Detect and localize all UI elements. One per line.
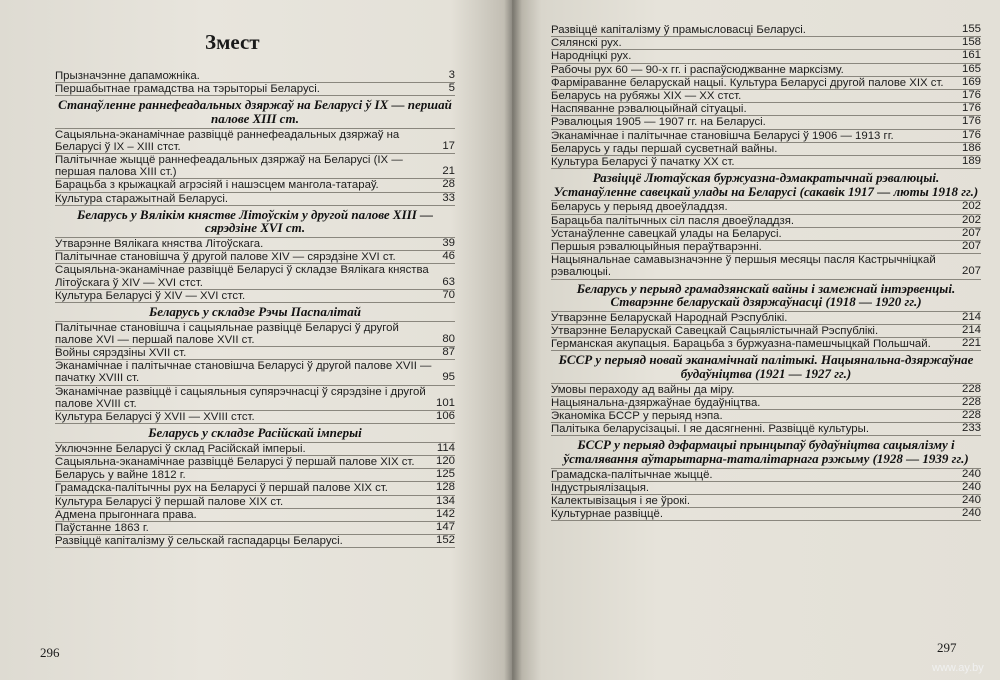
toc-entry-title: Развіццё капіталізму ў сельскай гаспадарцы Беларусі. — [55, 535, 343, 548]
toc-entry-title: Эканамічнае і палітычнае становішча Беларусі ў 1906 — 1913 гг. — [551, 129, 894, 142]
right-page — [512, 0, 1000, 680]
book-gutter — [504, 0, 522, 680]
toc-entry-title: Палітычнае становішча ў другой палове XIV — сярэдзіне XVI ст. — [55, 251, 396, 264]
right-page-number: 297 — [937, 640, 957, 655]
toc-entry — [55, 238, 455, 251]
toc-entry-page: 125 — [435, 468, 455, 481]
toc-entry — [55, 509, 455, 522]
toc-entry — [55, 443, 455, 456]
toc-entry — [551, 90, 981, 103]
toc-entry — [551, 508, 981, 521]
toc-entry-page: 158 — [961, 36, 981, 49]
toc-entry — [551, 50, 981, 63]
toc-entry — [55, 456, 455, 469]
toc-entry — [551, 384, 981, 397]
toc-entry-title: Нацыянальнае самавызначэнне ў першыя месяцы пасля Кастрычніцкай рэвалюцыі. — [551, 254, 936, 279]
toc-entry-page: 128 — [435, 481, 455, 494]
toc-entry-page: 228 — [961, 395, 981, 408]
toc-entry-title: Развіццё капіталізму ў прамысловасці Беларусі. — [551, 24, 806, 36]
toc-section-heading: Беларусь у складзе Рэчы Паспалітай — [55, 303, 455, 322]
toc-entry-title: Адмена прыгоннага права. — [55, 508, 197, 521]
toc-entry — [551, 338, 981, 351]
toc-entry-page: 147 — [435, 521, 455, 534]
left-toc-list — [55, 70, 455, 548]
toc-entry-page: 214 — [961, 310, 981, 323]
toc-entry-page: 101 — [435, 396, 455, 409]
toc-entry-page: 155 — [961, 23, 981, 35]
toc-entry-title: Барацьба палітычных сіл пасля двоеўладдзя. — [551, 214, 795, 227]
toc-entry — [551, 64, 981, 77]
toc-entry-title: Палітычнае становішча і сацыяльнае развіццё Беларусі ў другой палове XVI — першай палове XVII ст. — [55, 321, 399, 346]
toc-entry-title: Сялянскі рух. — [551, 37, 622, 50]
toc-entry-title: Культура старажытнай Беларусі. — [55, 192, 229, 205]
toc-entry-page: 240 — [961, 467, 981, 480]
toc-entry-title: Культура Беларусі ў XVII — XVIII стст. — [55, 411, 255, 424]
toc-entry-title: Уключэнне Беларусі ў склад Расійскай імперыі. — [55, 442, 306, 455]
toc-entry — [551, 116, 981, 129]
toc-entry-title: Умовы пераходу ад вайны да міру. — [551, 383, 735, 396]
toc-entry-page: 207 — [961, 240, 981, 253]
toc-entry — [551, 241, 981, 254]
toc-entry — [55, 522, 455, 535]
toc-entry-title: Першабытнае грамадства на тэрыторыі Беларусі. — [55, 83, 320, 96]
toc-entry-page: 161 — [961, 49, 981, 62]
toc-entry — [55, 535, 455, 548]
toc-entry — [551, 228, 981, 241]
toc-entry — [55, 482, 455, 495]
toc-entry — [551, 156, 981, 169]
toc-entry-page: 39 — [442, 237, 455, 249]
toc-section-heading: Беларусь у складзе Расійскай імперыі — [55, 424, 455, 443]
toc-entry-title: Калектывізацыя і яе ўрокі. — [551, 495, 691, 508]
toc-entry — [55, 193, 455, 206]
toc-entry-page: 165 — [961, 62, 981, 75]
toc-section-heading: Станаўленне раннефеадальных дзяржаў на Беларусі ў IX — першай палове XIII ст. — [55, 96, 455, 128]
toc-entry-title: Утварэнне Беларускай Народнай Рэспублікі. — [551, 311, 788, 324]
toc-entry — [55, 70, 455, 83]
toc-entry-page: 189 — [961, 155, 981, 168]
toc-entry-title: Прызначэнне дапаможніка. — [55, 70, 200, 82]
watermark: www.ay.by — [932, 662, 984, 674]
toc-entry — [55, 347, 455, 360]
toc-entry-title: Утварэнне Беларускай Савецкай Сацыялістычнай Рэспублікі. — [551, 325, 879, 338]
toc-entry-page: 106 — [435, 410, 455, 423]
toc-entry-title: Рабочы рух 60 — 90-х гг. і распаўсюджванне марксізму. — [551, 63, 844, 76]
toc-entry — [55, 154, 455, 179]
toc-entry-title: Рэвалюцыя 1905 — 1907 гг. на Беларусі. — [551, 116, 766, 129]
toc-entry — [551, 77, 981, 90]
toc-entry-title: Устанаўленне савецкай улады на Беларусі. — [551, 227, 782, 240]
toc-entry-title: Фарміраванне беларускай нацыі. Культура Беларусі другой палове XIX ст. — [551, 76, 944, 89]
left-page-number: 296 — [40, 645, 60, 660]
toc-entry-title: Наспяванне рэвалюцыйнай сітуацыі. — [551, 103, 747, 116]
toc-entry-page: 87 — [442, 346, 455, 359]
toc-entry-title: Эканоміка БССР у перыяд нэпа. — [551, 410, 723, 423]
toc-title: Змест — [205, 30, 260, 54]
toc-entry-page: 207 — [961, 265, 981, 278]
toc-entry-page: 240 — [961, 507, 981, 520]
toc-entry-page: 70 — [442, 288, 455, 301]
toc-entry-title: Сацыяльна-эканамічнае развіццё Беларусі ў складзе Вялікага княства Літоўскага ў XIV — XVI стст. — [55, 264, 429, 289]
toc-entry-page: 240 — [961, 480, 981, 493]
toc-entry-page: 176 — [961, 102, 981, 115]
toc-entry-title: Сацыяльна-эканамічнае развіццё раннефеадальных дзяржаў на Беларусі ў IX – XIII стст. — [55, 128, 400, 153]
toc-entry — [551, 37, 981, 50]
toc-entry-title: Эканамічнае і палітычнае становішча Беларусі ў другой палове XVII — пачатку XVIII ст. — [55, 360, 432, 385]
toc-entry-page: 176 — [961, 128, 981, 141]
toc-entry-page: 240 — [961, 494, 981, 507]
toc-entry-title: Утварэнне Вялікага княства Літоўскага. — [55, 238, 264, 250]
toc-entry-page: 3 — [448, 69, 455, 81]
toc-entry-page: 17 — [442, 139, 455, 152]
toc-entry-title: Беларусь у гады першай сусветнай вайны. — [551, 142, 778, 155]
toc-entry — [55, 264, 455, 289]
toc-section-heading: БССР у перыяд новай эканамічнай палітыкі. Нацыянальна-дзяржаўнае будаўніцтва (1921 — 1927 гг.) — [551, 351, 981, 383]
toc-section-heading: Беларусь у Вялікім княстве Літоўскім у другой палове XIII — сярэдзіне XVI ст. — [55, 206, 455, 238]
toc-entry — [551, 215, 981, 228]
toc-entry — [55, 129, 455, 154]
toc-entry-page: 214 — [961, 324, 981, 337]
toc-entry-title: Нацыянальна-дзяржаўнае будаўніцтва. — [551, 396, 761, 409]
toc-entry-title: Культурнае развіццё. — [551, 508, 664, 521]
toc-entry-page: 142 — [435, 507, 455, 520]
toc-entry-title: Паўстанне 1863 г. — [55, 522, 149, 535]
toc-entry-title: Палітычнае жыццё раннефеадальных дзяржаў на Беларусі (IX — першая палова XIII ст.) — [55, 154, 403, 179]
toc-entry — [551, 130, 981, 143]
toc-entry-page: 33 — [442, 191, 455, 204]
toc-entry — [55, 322, 455, 347]
toc-entry-page: 152 — [435, 534, 455, 547]
toc-entry — [551, 410, 981, 423]
toc-entry-title: Беларусь на рубяжы XIX — XX стст. — [551, 90, 742, 103]
toc-entry-page: 176 — [961, 115, 981, 128]
toc-entry — [55, 83, 455, 96]
toc-entry — [55, 360, 455, 385]
toc-section-heading: БССР у перыяд дэфармацыі прынцыпаў будаўніцтва сацыялізму і ўсталявання аўтарытарна-таталітарнага рэжыму (1928 — 1939 гг.) — [551, 436, 981, 468]
toc-entry-title: Індустрыялізацыя. — [551, 481, 650, 494]
toc-entry-page: 5 — [448, 82, 455, 95]
toc-entry-page: 207 — [961, 226, 981, 239]
toc-section-heading: Развіццё Лютаўская буржуазна-дэмакратычнай рэвалюцыі. Устанаўленне савецкай улады на Беларусі (сакавік 1917 — люты 1918 гг.) — [551, 169, 981, 201]
toc-entry — [551, 201, 981, 214]
toc-entry-page: 202 — [961, 200, 981, 213]
toc-entry-page: 21 — [442, 165, 455, 178]
toc-entry — [551, 397, 981, 410]
toc-entry-title: Сацыяльна-эканамічнае развіццё Беларусі ў першай палове XIX ст. — [55, 456, 415, 469]
toc-entry-page: 28 — [442, 178, 455, 191]
toc-entry — [551, 143, 981, 156]
toc-entry-title: Культура Беларусі ў пачатку XX ст. — [551, 156, 735, 169]
toc-entry-page: 46 — [442, 250, 455, 263]
toc-entry-page: 134 — [435, 494, 455, 507]
toc-entry-page: 120 — [435, 455, 455, 468]
toc-entry-page: 233 — [961, 422, 981, 435]
toc-entry — [55, 496, 455, 509]
toc-entry — [551, 482, 981, 495]
toc-entry-title: Культура Беларусі ў першай палове XIX ст. — [55, 495, 284, 508]
toc-entry — [551, 325, 981, 338]
toc-entry — [55, 290, 455, 303]
toc-entry-title: Беларусь у вайне 1812 г. — [55, 469, 186, 482]
toc-entry — [55, 386, 455, 411]
toc-entry-page: 63 — [442, 275, 455, 288]
toc-entry-title: Барацьба з крыжацкай агрэсіяй і нашэсцем мангола-татараў. — [55, 179, 379, 192]
toc-entry-title: Германская акупацыя. Барацьба з буржуазна-памешчыцкай Польшчай. — [551, 338, 931, 351]
toc-entry-page: 114 — [436, 441, 455, 454]
toc-entry-title: Эканамічнае развіццё і сацыяльныя супярэчнасці ў сярэдзіне і другой палове XVIII ст. — [55, 385, 426, 410]
toc-entry — [55, 251, 455, 264]
toc-entry-title: Палітыка беларусізацыі. І яе дасягненні. Развіццё культуры. — [551, 423, 869, 436]
toc-entry — [55, 411, 455, 424]
toc-entry — [551, 469, 981, 482]
toc-entry — [551, 312, 981, 325]
toc-entry-page: 202 — [961, 213, 981, 226]
toc-entry-title: Народніцкі рух. — [551, 50, 632, 63]
toc-entry-page: 95 — [442, 371, 455, 384]
toc-entry — [551, 495, 981, 508]
toc-entry-page: 186 — [961, 141, 981, 154]
toc-entry — [55, 469, 455, 482]
toc-entry-page: 80 — [442, 332, 455, 345]
toc-entry-page: 176 — [961, 89, 981, 102]
toc-entry-title: Культура Беларусі ў XIV — XVI стст. — [55, 289, 246, 302]
toc-section-heading: Беларусь у перыяд грамадзянскай вайны і замежнай інтэрвенцыі. Стварэнне беларускай дзяржаўнасці (1918 — 1920 гг.) — [551, 280, 981, 312]
toc-entry-page: 228 — [961, 382, 981, 395]
toc-entry-title: Беларусь у перыяд двоеўладдзя. — [551, 201, 728, 214]
toc-entry-page: 228 — [961, 409, 981, 422]
toc-entry-title: Грамадска-палітычны рух на Беларусі ў першай палове XIX ст. — [55, 482, 388, 495]
toc-entry — [551, 103, 981, 116]
toc-entry-title: Войны сярэдзіны XVII ст. — [55, 347, 187, 360]
toc-entry — [551, 24, 981, 37]
toc-entry-title: Грамадска-палітычнае жыццё. — [551, 468, 713, 481]
toc-entry — [551, 423, 981, 436]
toc-entry-page: 221 — [961, 337, 981, 350]
toc-entry — [551, 254, 981, 279]
right-toc-list — [551, 24, 981, 521]
toc-entry — [55, 179, 455, 192]
toc-entry-title: Першыя рэвалюцыйныя пераўтварэнні. — [551, 241, 762, 254]
toc-entry-page: 169 — [961, 75, 981, 88]
